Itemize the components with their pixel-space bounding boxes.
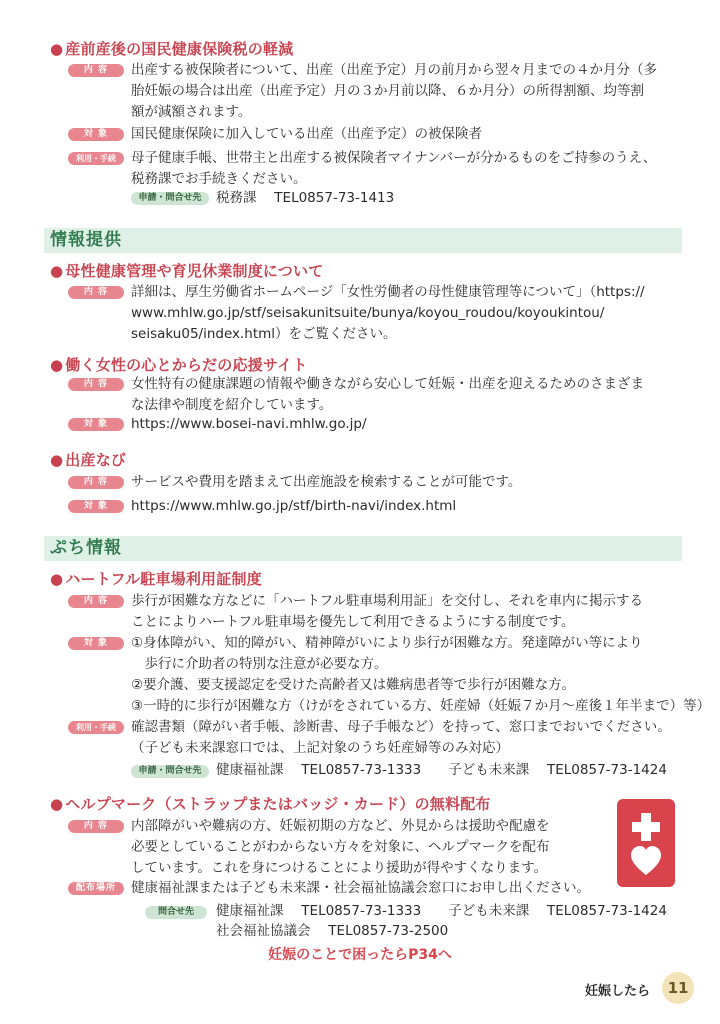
heartful-content-line: 歩行が困難な方などに「ハートフル駐車場利用証」を交付し、それを車内に掲示する — [131, 593, 644, 609]
heartful-target-line: ②要介護、要支援認定を受けた高齢者又は難病患者等で歩行が困難な方。 — [131, 677, 576, 693]
bullet-dot-icon: ● — [50, 356, 64, 374]
birth-navi-content-line: サービスや費用を踏まえて出産施設を検索することが可能です。 — [131, 474, 522, 490]
help-mark-place-line: 健康福祉課または子ども未来課・社会福祉協議会窓口にお申し出ください。 — [131, 880, 590, 896]
section-heading-maternal: ● 母性健康管理や育児休業制度について — [50, 262, 324, 280]
section-heading-tax: ● 産前産後の国民健康保険税の軽減 — [50, 40, 294, 58]
procedure-tag: 利用・手続 — [68, 721, 124, 734]
section-band-tips: ぷち情報 — [44, 536, 682, 561]
tax-target-line: 国民健康保険に加入している出産（出産予定）の被保険者 — [131, 126, 482, 142]
content-tag: 内 容 — [68, 595, 124, 608]
plus-icon-bar — [632, 822, 660, 832]
heartful-procedure-line: （子ども未来課窓口では、上記対象のうち妊産婦等のみ対応） — [131, 740, 509, 756]
contact-tag: 申請・問合せ先 — [131, 765, 209, 778]
bullet-dot-icon: ● — [50, 570, 64, 588]
section-heading-heartful: ● ハートフル駐車場利用証制度 — [50, 570, 262, 588]
content-tag: 内 容 — [68, 378, 124, 391]
heartful-procedure-line: 確認書類（障がい者手帳、診断書、母子手帳など）を持って、窓口までおいでください。 — [131, 719, 671, 735]
content-tag: 内 容 — [68, 820, 124, 833]
help-mark-contact-line: 社会福祉協議会 TEL0857-73-2500 — [216, 923, 449, 939]
target-tag: 対 象 — [68, 637, 124, 650]
footer-section-label: 妊娠したら — [585, 984, 651, 999]
help-mark-content-line: しています。これを身につけることにより援助が得やすくなります。 — [131, 860, 548, 876]
help-mark-content-line: 内部障がいや難病の方、妊娠初期の方など、外見からは援助や配慮を — [131, 818, 550, 834]
tax-content-line: 額が減額されます。 — [131, 104, 252, 120]
place-tag: 配布場所 — [68, 882, 124, 895]
section-heading-working-women: ● 働く女性の心とからだの応援サイト — [50, 356, 308, 374]
maternal-content-line: www.mhlw.go.jp/stf/seisakunitsuite/bunya/koyou_roudou/koyoukintou/ — [131, 305, 605, 321]
procedure-tag: 利用・手続 — [68, 152, 124, 165]
tax-content-line: 胎妊娠の場合は出産（出産予定）月の３か月前以降、６か月分）の所得割額、均等割 — [131, 83, 644, 99]
content-tag: 内 容 — [68, 64, 124, 77]
content-tag: 内 容 — [68, 476, 124, 489]
bullet-dot-icon: ● — [50, 262, 64, 280]
working-women-content-line: な法律や制度を紹介しています。 — [131, 397, 333, 413]
maternal-content-line: seisaku05/index.html）をご覧ください。 — [131, 326, 397, 342]
help-mark-graphic — [617, 799, 675, 887]
help-mark-contact-line: 健康福祉課 TEL0857-73-1333 子ども未来課 TEL0857-73-1424 — [216, 903, 667, 919]
section-heading-help-mark: ● ヘルプマーク（ストラップまたはバッジ・カード）の無料配布 — [50, 795, 491, 813]
working-women-url: https://www.bosei-navi.mhlw.go.jp/ — [131, 416, 367, 432]
page-reference-link[interactable]: 妊娠のことで困ったらP34へ — [268, 947, 452, 963]
maternal-content-line: 詳細は、厚生労働省ホームページ「女性労働者の母性健康管理等について」（https:// — [131, 284, 645, 300]
heartful-content-line: ことによりハートフル駐車場を優先して利用できるようにする制度です。 — [131, 614, 575, 630]
heartful-target-line: 歩行に介助者の特別な注意が必要な方。 — [131, 656, 388, 672]
target-tag: 対 象 — [68, 128, 124, 141]
bullet-dot-icon: ● — [50, 40, 64, 58]
heartful-target-line: ③一時的に歩行が困難な方（けがをされている方、妊産婦（妊娠７か月～産後１年半まで）等） — [131, 698, 711, 714]
tax-content-line: 出産する被保険者について、出産（出産予定）月の前月から翌々月までの４か月分（多 — [131, 62, 657, 78]
heart-icon — [631, 846, 661, 875]
tax-procedure-line: 税務課でお手続きください。 — [131, 171, 307, 187]
target-tag: 対 象 — [68, 418, 124, 431]
page-number: 11 — [662, 972, 694, 1004]
help-mark-card — [617, 799, 675, 887]
help-mark-content-line: 必要としていることがわからない方々を対象に、ヘルプマークを配布 — [131, 839, 550, 855]
section-heading-birth-navi: ● 出産なび — [50, 451, 127, 469]
contact-tag: 申請・問合せ先 — [131, 192, 209, 205]
target-tag: 対 象 — [68, 500, 124, 513]
section-band-info: 情報提供 — [44, 228, 682, 253]
bullet-dot-icon: ● — [50, 795, 64, 813]
tax-procedure-line: 母子健康手帳、世帯主と出産する被保険者マイナンバーが分かるものをご持参のうえ、 — [131, 150, 657, 166]
content-tag: 内 容 — [68, 286, 124, 299]
heartful-contact-line: 健康福祉課 TEL0857-73-1333 子ども未来課 TEL0857-73-1424 — [216, 762, 667, 778]
bullet-dot-icon: ● — [50, 451, 64, 469]
heartful-target-line: ①身体障がい、知的障がい、精神障がいにより歩行が困難な方。発達障がい等により — [131, 635, 643, 651]
working-women-content-line: 女性特有の健康課題の情報や働きながら安心して妊娠・出産を迎えるためのさまざま — [131, 376, 644, 392]
contact-tag: 問合せ先 — [145, 906, 207, 919]
birth-navi-url: https://www.mhlw.go.jp/stf/birth-navi/index.html — [131, 498, 457, 514]
tax-contact-line: 税務課 TEL0857-73-1413 — [216, 190, 395, 206]
